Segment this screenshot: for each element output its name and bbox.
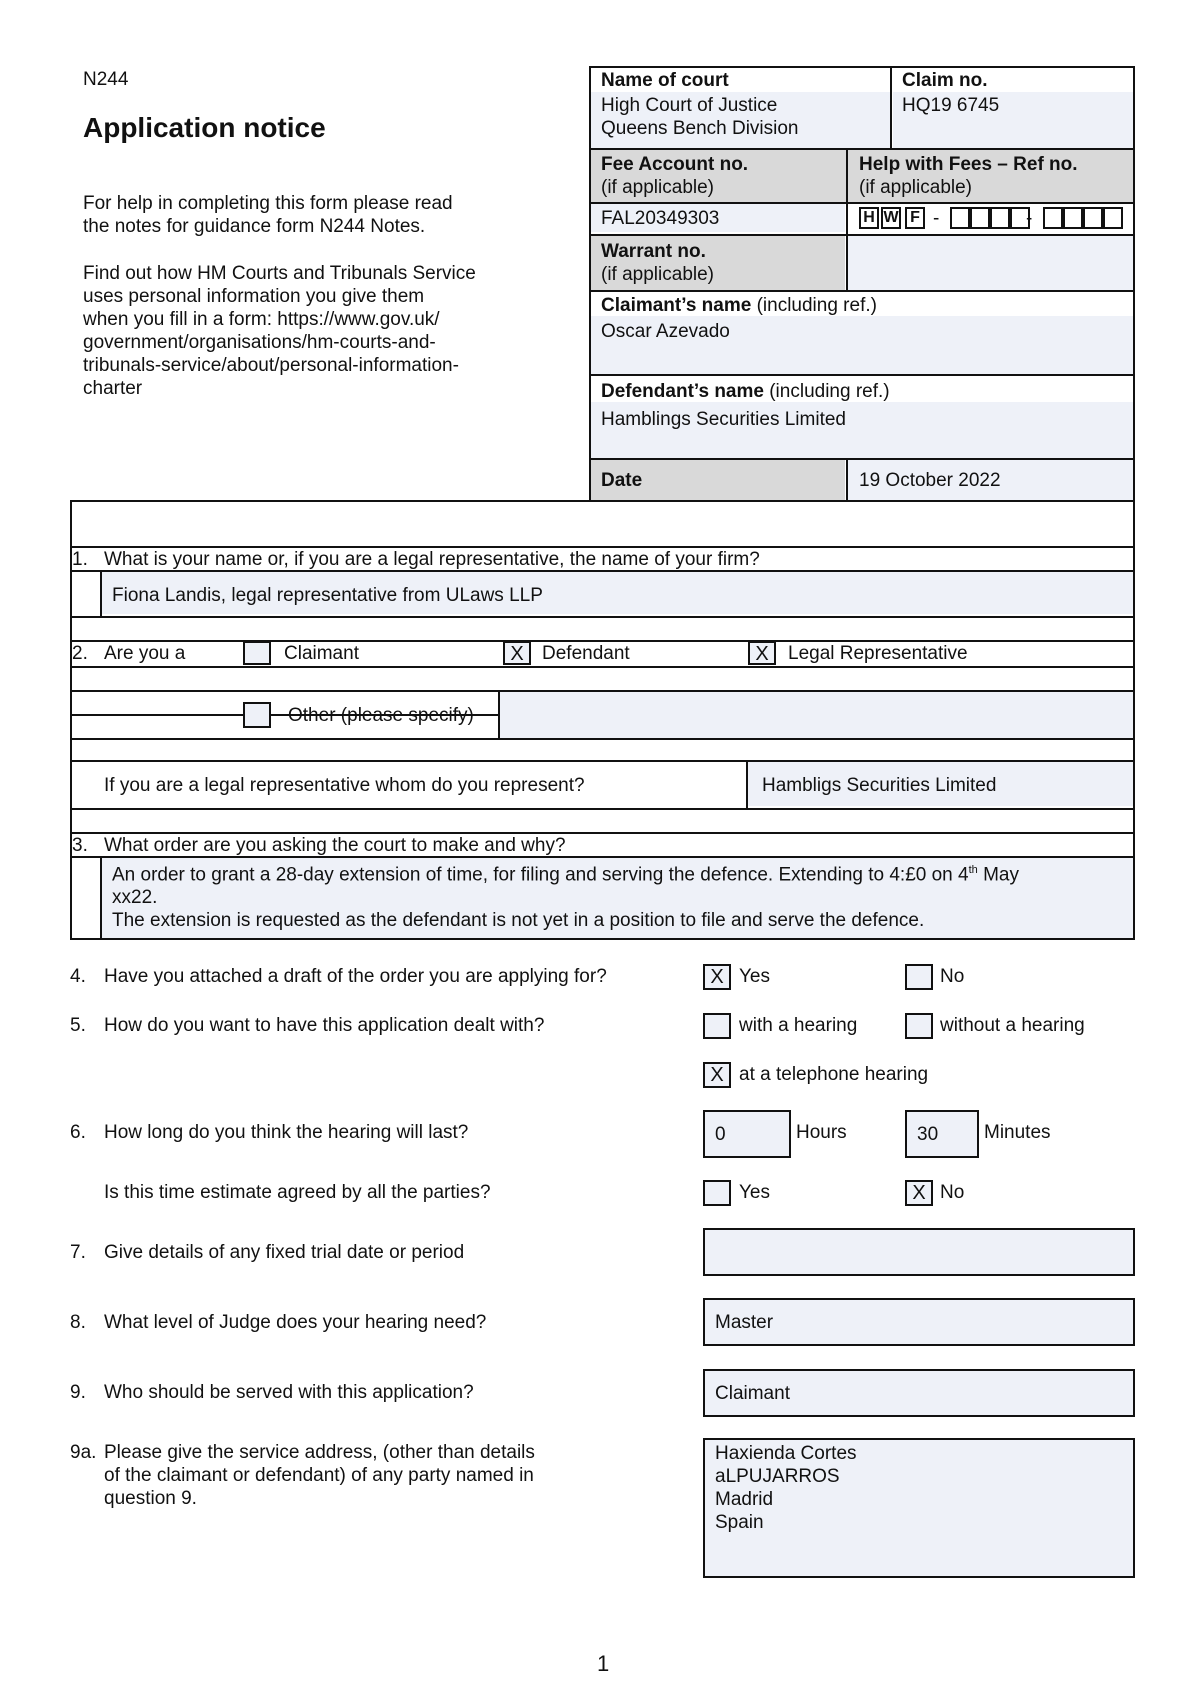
claim-value[interactable]: HQ19 6745 <box>902 95 1000 116</box>
form-code: N244 <box>83 69 129 90</box>
agreed-yes-label: Yes <box>739 1182 770 1203</box>
hwf-label: Help with Fees – Ref no. <box>859 154 1078 175</box>
service-address-field[interactable]: Haxienda Cortes aLPUJARROS Madrid Spain <box>703 1438 1135 1578</box>
q5-number: 5. <box>70 1015 86 1036</box>
q8-question: What level of Judge does your hearing need? <box>104 1312 487 1333</box>
served-party-field[interactable]: Claimant <box>703 1369 1135 1417</box>
defendant-label: Defendant’s name (including ref.) <box>601 381 890 402</box>
hwf-letter-w: W <box>881 207 901 229</box>
fee-value[interactable]: FAL20349303 <box>601 208 720 229</box>
date-label: Date <box>601 470 643 491</box>
q4-no-checkbox[interactable] <box>905 964 933 990</box>
claimant-checkbox[interactable] <box>243 641 271 665</box>
hwf-letter-h: H <box>859 207 879 229</box>
q4-yes-checkbox[interactable]: X <box>703 964 731 990</box>
hwf-digit-box[interactable] <box>1043 207 1063 229</box>
defendant-value[interactable]: Hamblings Securities Limited <box>601 409 846 430</box>
agreed-question: Is this time estimate agreed by all the parties? <box>104 1182 491 1203</box>
hwf-sub: (if applicable) <box>859 177 972 198</box>
with-hearing-checkbox[interactable] <box>703 1013 731 1039</box>
q7-number: 7. <box>70 1242 86 1263</box>
without-hearing-checkbox[interactable] <box>905 1013 933 1039</box>
agreed-no-checkbox[interactable]: X <box>905 1180 933 1206</box>
claimant-value[interactable]: Oscar Azevado <box>601 321 730 342</box>
represent-question: If you are a legal representative whom do you represent? <box>104 775 585 796</box>
help-text: For help in completing this form please read the notes for guidance form N244 Notes. <box>83 193 453 237</box>
claimant-option-label: Claimant <box>284 643 359 664</box>
warrant-field[interactable] <box>848 236 1133 290</box>
q3-number: 3. <box>72 835 88 856</box>
minutes-label: Minutes <box>984 1122 1051 1143</box>
hwf-digit-box[interactable] <box>1103 207 1123 229</box>
court-value[interactable]: High Court of Justice Queens Bench Division <box>601 95 799 139</box>
hwf-digit-box[interactable] <box>990 207 1010 229</box>
q4-number: 4. <box>70 966 86 987</box>
telephone-hearing-label: at a telephone hearing <box>739 1064 929 1085</box>
q6-question: How long do you think the hearing will last? <box>104 1122 469 1143</box>
defendant-option-label: Defendant <box>542 643 630 664</box>
q2-question: Are you a <box>104 643 186 664</box>
q9a-question: Please give the service address, (other than details of the claimant or defendant) of any party named in question 9. <box>104 1442 535 1509</box>
q2-number: 2. <box>72 643 88 664</box>
q1-question: What is your name or, if you are a legal representative, the name of your firm? <box>104 549 760 570</box>
fixed-trial-date-field[interactable] <box>703 1228 1135 1276</box>
judge-level-field[interactable]: Master <box>703 1298 1135 1346</box>
minutes-input[interactable]: 30 <box>905 1110 979 1158</box>
agreed-yes-checkbox[interactable] <box>703 1180 731 1206</box>
other-specify-field[interactable] <box>500 692 1133 738</box>
without-hearing-label: without a hearing <box>940 1015 1085 1036</box>
claim-label: Claim no. <box>902 70 988 91</box>
legalrep-option-label: Legal Representative <box>788 643 968 664</box>
other-checkbox[interactable] <box>243 702 271 728</box>
hours-input[interactable]: 0 <box>703 1110 791 1158</box>
privacy-text: Find out how HM Courts and Tribunals Service uses personal information you give them when you fill in a form: https://www.gov.uk/ government/organisations/hm-courts-and- tribunals-service/about/personal-information- charter <box>83 263 476 399</box>
q4-yes-label: Yes <box>739 966 770 987</box>
hwf-dash-2: - <box>1026 208 1033 229</box>
with-hearing-label: with a hearing <box>739 1015 858 1036</box>
telephone-hearing-checkbox[interactable]: X <box>703 1062 731 1088</box>
fee-label: Fee Account no. <box>601 154 749 175</box>
defendant-checkbox[interactable]: X <box>503 641 531 665</box>
warrant-sub: (if applicable) <box>601 264 714 285</box>
hours-label: Hours <box>796 1122 847 1143</box>
hwf-dash: - <box>933 208 940 229</box>
warrant-label: Warrant no. <box>601 241 706 262</box>
claimant-label: Claimant’s name (including ref.) <box>601 295 877 316</box>
q1-answer[interactable]: Fiona Landis, legal representative from ULaws LLP <box>112 585 543 606</box>
hwf-digit-box[interactable] <box>1063 207 1083 229</box>
date-value[interactable]: 19 October 2022 <box>859 470 1001 491</box>
hwf-letter-f: F <box>905 207 925 229</box>
page-number: 1 <box>597 1651 610 1676</box>
hwf-digit-box[interactable] <box>950 207 970 229</box>
q6-number: 6. <box>70 1122 86 1143</box>
hwf-digit-box[interactable] <box>970 207 990 229</box>
q7-question: Give details of any fixed trial date or period <box>104 1242 465 1263</box>
other-option-label: Other (please specify) <box>288 705 474 726</box>
q8-number: 8. <box>70 1312 86 1333</box>
q3-answer[interactable]: An order to grant a 28-day extension of time, for filing and serving the defence. Extending to 4:£0 on 4th May xx22. The extension is requested as the defendant is not yet in a position to file and serve the defence. <box>112 864 1019 932</box>
q3-question: What order are you asking the court to make and why? <box>104 835 566 856</box>
q1-number: 1. <box>72 549 88 570</box>
agreed-no-label: No <box>940 1182 965 1203</box>
q9-question: Who should be served with this application? <box>104 1382 474 1403</box>
q9-number: 9. <box>70 1382 86 1403</box>
q5-question: How do you want to have this application dealt with? <box>104 1015 545 1036</box>
court-label: Name of court <box>601 70 729 91</box>
hwf-digit-box[interactable] <box>1083 207 1103 229</box>
fee-sub: (if applicable) <box>601 177 714 198</box>
legalrep-checkbox[interactable]: X <box>748 641 776 665</box>
page-title: Application notice <box>83 112 326 143</box>
q9a-number: 9a. <box>70 1442 97 1463</box>
q4-no-label: No <box>940 966 965 987</box>
represent-answer[interactable]: Hambligs Securities Limited <box>762 775 997 796</box>
q4-question: Have you attached a draft of the order you are applying for? <box>104 966 607 987</box>
